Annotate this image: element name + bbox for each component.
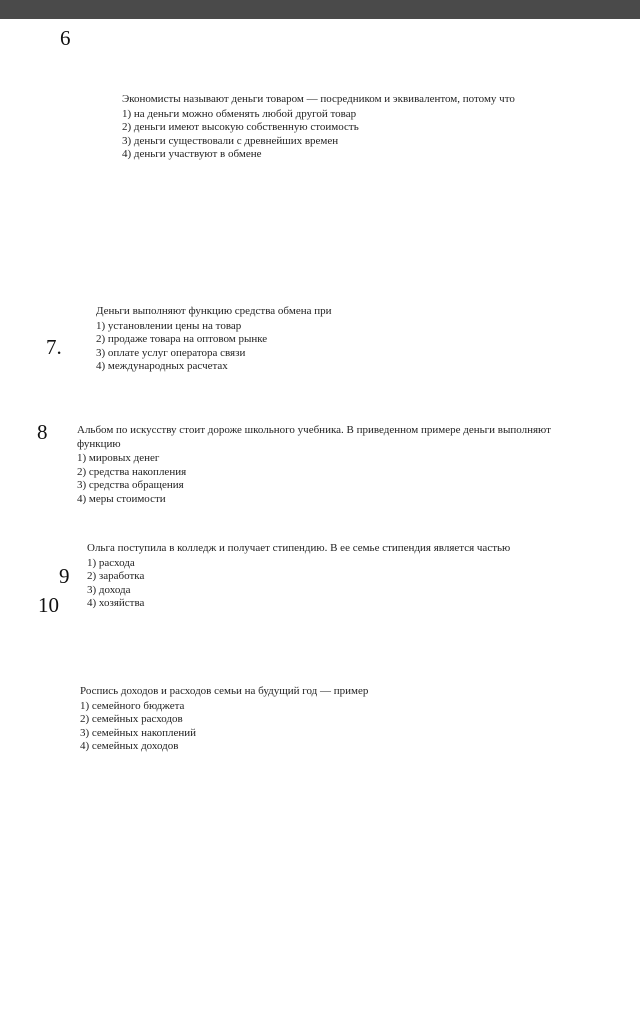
answer-option: 4) семейных доходов bbox=[80, 740, 179, 752]
answer-option: 4) хозяйства bbox=[87, 597, 145, 609]
question-block-6 bbox=[122, 93, 610, 162]
question-number-8: 8 bbox=[37, 420, 48, 444]
question-block-7 bbox=[96, 305, 416, 374]
answer-option: 3) семейных накоплений bbox=[80, 726, 197, 739]
answer-options bbox=[122, 108, 610, 162]
answer-option: 3) деньги существовали с древнейших времен bbox=[122, 134, 339, 147]
answer-option: 1) на деньги можно обменять любой другой товар bbox=[122, 107, 357, 120]
question-stem: Роспись доходов и расходов семьи на будущий год — пример bbox=[80, 685, 369, 697]
question-block-10 bbox=[80, 685, 500, 754]
question-number-7: 7. bbox=[46, 335, 62, 359]
question-block-9 bbox=[87, 542, 577, 611]
answer-option: 3) средства обращения bbox=[77, 479, 184, 491]
question-stem: Альбом по искусству стоит дороже школьного учебника. В приведенном примере деньги выполняют функцию bbox=[77, 424, 551, 450]
answer-option: 3) оплате услуг оператора связи bbox=[96, 346, 246, 359]
answer-option: 2) заработка bbox=[87, 570, 145, 582]
answer-option: 2) средства накопления bbox=[77, 465, 187, 478]
question-stem: Ольга поступила в колледж и получает стипендию. В ее семье стипендия является частью bbox=[87, 542, 511, 554]
answer-options bbox=[80, 700, 500, 754]
answer-option: 4) деньги участвуют в обмене bbox=[122, 148, 262, 160]
answer-option: 4) меры стоимости bbox=[77, 492, 166, 505]
answer-option: 2) деньги имеют высокую собственную стоимость bbox=[122, 121, 359, 133]
answer-option: 2) семейных расходов bbox=[80, 713, 183, 725]
question-number-10: 10 bbox=[38, 593, 59, 617]
question-stem: Деньги выполняют функцию средства обмена при bbox=[96, 305, 332, 317]
answer-options bbox=[87, 557, 577, 611]
answer-options bbox=[96, 320, 416, 374]
question-number-9: 9 bbox=[59, 564, 70, 588]
answer-option: 4) международных расчетах bbox=[96, 360, 228, 372]
answer-option: 1) мировых денег bbox=[77, 452, 160, 464]
answer-option: 3) дохода bbox=[87, 583, 131, 596]
question-stem: Экономисты называют деньги товаром — посредником и эквивалентом, потому что bbox=[122, 93, 515, 105]
answer-option: 2) продаже товара на оптовом рынке bbox=[96, 333, 268, 345]
question-block-8 bbox=[77, 424, 577, 506]
question-number-6: 6 bbox=[60, 26, 71, 50]
answer-option: 1) расхода bbox=[87, 556, 135, 569]
answer-option: 1) семейного бюджета bbox=[80, 699, 185, 712]
top-bar bbox=[0, 0, 640, 19]
answer-options bbox=[77, 452, 577, 506]
answer-option: 1) установлении цены на товар bbox=[96, 319, 242, 332]
